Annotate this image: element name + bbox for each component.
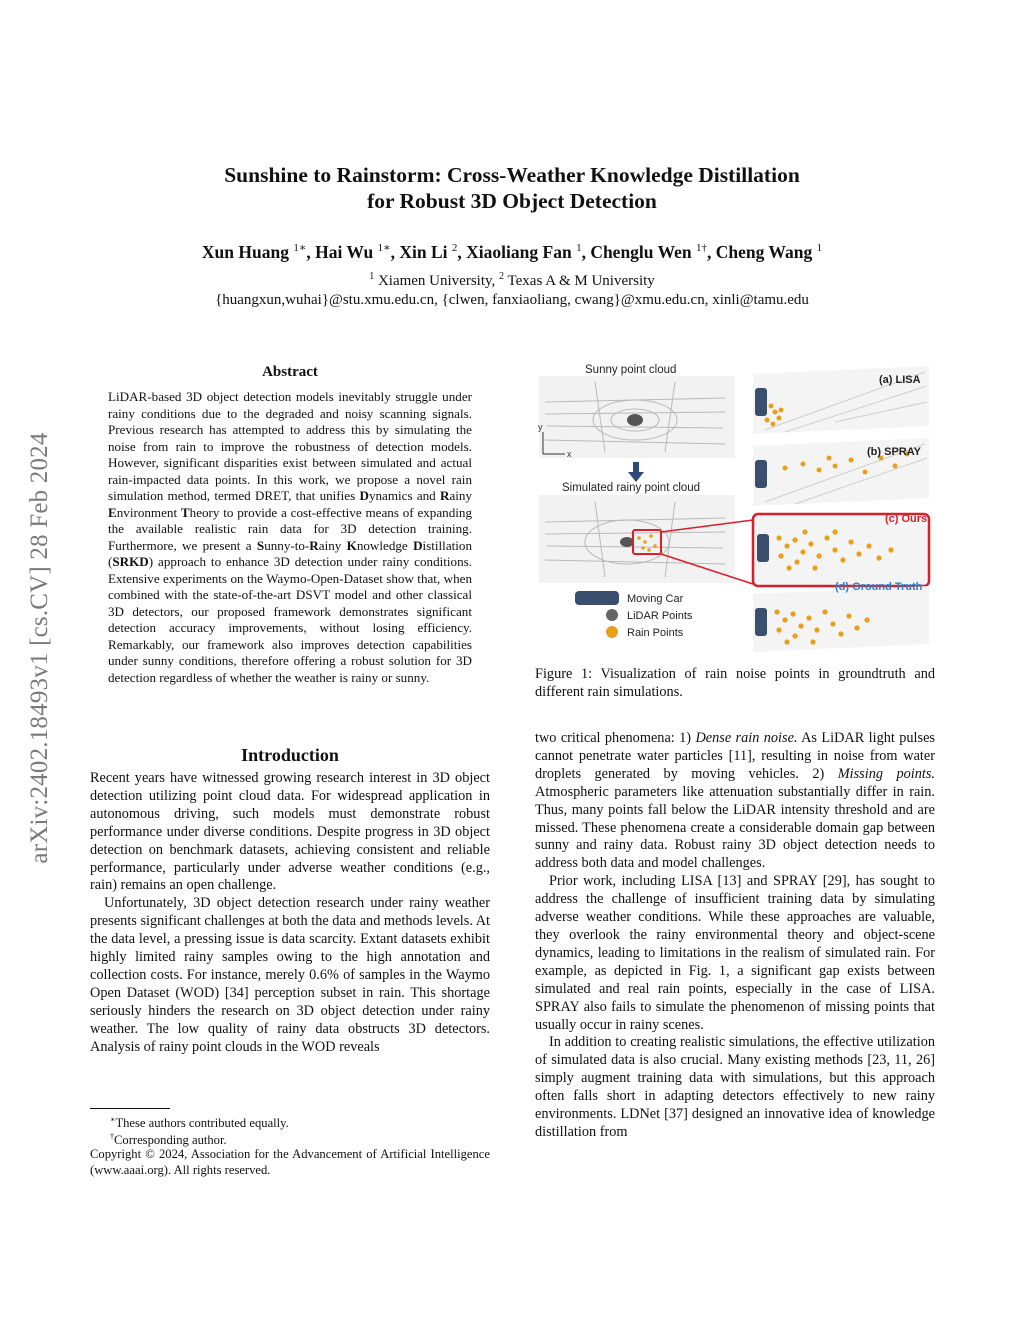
abstract-text: istillation (	[108, 537, 472, 569]
axis-y-label: y	[538, 422, 543, 432]
panel-c-label: (c) Ours	[885, 513, 928, 525]
emphasis-dense-rain-noise: Dense rain noise.	[695, 730, 798, 746]
author-name: Hai Wu	[315, 241, 374, 262]
intro-paragraph-2: Unfortunately, 3D object detection research under rainy weather presents significant challenges at both the data and methods levels. At the data level, a pressing issue is data scarcity. Extant datasets exhibit highly limited rainy samples owing to the high annotation and collection costs. For instance, merely 0.6% of samples in the Waymo Open Dataset (WOD) [34] perception subset in rain. This shortage seriously hinders the research on 3D object detection under rainy weather. The low quality of rainy data obstructs 3D detectors. Analysis of rainy point clouds in the WOD reveals	[90, 895, 490, 1055]
figure-1-graphic	[535, 362, 935, 652]
author-mark: 1∗	[377, 242, 391, 254]
down-arrow-icon	[628, 462, 644, 482]
paper-title-line-1: Sunshine to Rainstorm: Cross-Weather Knowledge Distillation	[224, 163, 800, 187]
affiliation-2: Texas A & M University	[504, 273, 655, 289]
axis-x-label: x	[567, 449, 572, 459]
legend-lidar-swatch	[606, 609, 618, 621]
label-simulated-rainy-point-cloud: Simulated rainy point cloud	[562, 482, 701, 494]
simulated-point-cloud-panel	[539, 495, 735, 583]
abstract-text: unny-to-	[264, 537, 310, 553]
affil-mark: 1	[369, 271, 375, 282]
author-sep: ,	[581, 241, 591, 262]
body-text: As LiDAR light pulses cannot penetrate water particles [11], resulting in noise from water droplets generated by moving vehicles. 2)	[535, 730, 935, 782]
author-sep: ,	[707, 241, 716, 262]
abstract-heading: Abstract	[262, 364, 318, 380]
legend-rain-points: Rain Points	[627, 627, 684, 639]
author-mark: 1	[816, 242, 823, 254]
affiliation-line	[90, 267, 934, 291]
footnote-rule	[90, 1108, 170, 1109]
abstract-text: LiDAR-based 3D object detection models inevitably struggle under rainy conditions due to the degraded and noisy scanning signals. Previous research has attempted to address this by simulating the noise from rain to improve the robustness of detection models. However, significant disparities exist between simulated and actual rain-impacted data points. In this work, we propose a novel rain simulation method, termed DRET, that unifies	[108, 389, 472, 503]
panel-d-ground-truth	[753, 586, 929, 652]
label-sunny-point-cloud: Sunny point cloud	[585, 364, 677, 376]
author-mark: 1†	[696, 242, 707, 254]
simulated-ego-vehicle	[620, 537, 634, 547]
acronym-letter: S	[256, 537, 265, 553]
abstract-text: ainy	[318, 537, 347, 553]
affiliation-1: Xiamen University,	[374, 273, 500, 289]
abstract-text: ) approach to enhance 3D detection under rainy conditions. Extensive experiments on the Waymo-Open-Dataset show that, when combined with the state-of-the-art DSVT model and other classical 3D detectors, our proposed framework demonstrates significant detection accuracy improvements, without losing efficiency. Remarkably, our framework also improves detection capabilities under sunny conditions, therefore offering a robust solution for 3D detection regardless of whether the weather is rainy or sunny.	[108, 554, 472, 685]
acronym-letter: T	[180, 504, 190, 520]
acronym-letter: R	[439, 488, 450, 503]
legend-moving-car: Moving Car	[627, 593, 684, 605]
footnote-text: Corresponding author.	[114, 1133, 227, 1148]
affiliations	[90, 267, 934, 310]
emphasis-missing-points: Missing points.	[837, 765, 935, 782]
footnote-mark: ∗	[110, 1115, 116, 1124]
legend-rain-swatch	[606, 626, 618, 638]
acronym-letter: D	[413, 537, 423, 553]
affil-mark: 2	[499, 271, 505, 282]
acronym-letter: D	[359, 488, 369, 503]
acronym-letter: E	[108, 504, 117, 520]
author-mark: 1∗	[293, 242, 307, 254]
body-text: two critical phenomena: 1)	[535, 730, 696, 746]
body-text: Atmospheric parameters like attenuation substantially differ in rain. Thus, many points fall below the LiDAR intensity threshold and are missed. These phenomena create a considerable domain gap between sunny and rainy data. Robust rainy 3D object detection needs to address both data and model challenges.	[535, 783, 935, 872]
introduction-heading: Introduction	[241, 745, 339, 765]
right-paragraph-1	[535, 730, 935, 873]
copyright-notice: Copyright © 2024, Association for the Advancement of Artificial Intelligence (www.aaai.org). All rights reserved.	[90, 1147, 490, 1177]
right-paragraph-3: In addition to creating realistic simulations, the effective utilization of simulated data is also crucial. Many existing methods [23, 11, 26] simply augment training data with simulations, but this approach often falls short in adapting detectors effectively to new rainy environments. LDNet [37] designed an innovative idea of knowledge distillation from	[535, 1034, 935, 1140]
abstract-text: nvironment	[116, 504, 181, 520]
paper-title	[140, 162, 884, 214]
author-name: Xin Li	[399, 241, 448, 262]
footnote-mark: †	[110, 1132, 114, 1141]
author-name: Cheng Wang	[715, 241, 813, 262]
figure-1-caption: Figure 1: Visualization of rain noise points in groundtruth and different rain simulations.	[535, 666, 935, 700]
sunny-ego-vehicle	[627, 414, 643, 426]
author-sep: ,	[457, 241, 467, 262]
legend-lidar-points: LiDAR Points	[627, 610, 693, 622]
right-paragraph-2: Prior work, including LISA [13] and SPRAY [29], has sought to address the challenge of insufficient training data by simulating adverse weather conditions. While these approaches are valuable, they overlook the rainy environmental theory and object-scene dynamics, leading to limitations in the realism of simulated rain. For example, as depicted in Fig. 1, a significant gap exists between simulated and real rain points, especially in the case of LISA. SPRAY also fails to simulate the phenomenon of missing points that usually occur in rainy scenes.	[535, 873, 935, 1033]
footnote-text: These authors contributed equally.	[115, 1116, 289, 1131]
acronym-letter: K	[346, 537, 357, 553]
author-sep: ,	[306, 241, 316, 262]
paper-title-line-2: for Robust 3D Object Detection	[367, 189, 657, 213]
author-sep: ,	[390, 241, 400, 262]
panel-a-label: (a) LISA	[879, 374, 921, 386]
right-column-body	[535, 730, 935, 1142]
abstract-body	[108, 389, 472, 686]
author-mark: 1	[576, 242, 582, 254]
legend-car-swatch	[575, 591, 619, 605]
author-mark: 2	[451, 242, 458, 254]
arxiv-stamp: arXiv:2402.18493v1 [cs.CV] 28 Feb 2024	[26, 432, 53, 864]
author-emails: {huangxun,wuhai}@stu.xmu.edu.cn, {clwen, fanxiaoliang, cwang}@xmu.edu.cn, xinli@tamu.edu	[215, 292, 809, 308]
abstract-text: heory to provide a cost-effective means of expanding the available realistic rain data for 3D detection training. Furthermore, we present a	[108, 504, 472, 553]
panel-d-label: (d) Ground Truth	[835, 581, 923, 593]
panel-b-label: (b) SPRAY	[867, 446, 921, 458]
author-name: Xiaoliang Fan	[466, 241, 572, 262]
figure-1	[535, 362, 935, 652]
abstract-text: ainy	[449, 488, 472, 503]
abstract-text: ynamics and	[368, 488, 440, 503]
author-name: Chenglu Wen	[590, 241, 692, 262]
acronym-srkd: SRKD	[112, 554, 149, 569]
introduction-body	[90, 770, 490, 1057]
author-name: Xun Huang	[201, 241, 289, 262]
abstract-text: nowledge	[356, 537, 414, 553]
acronym-letter: R	[309, 537, 319, 553]
author-list	[90, 236, 934, 264]
intro-paragraph-1: Recent years have witnessed growing research interest in 3D object detection utilizing point cloud data. For widespread application in autonomous driving, such models must demonstrate robust performance under diverse conditions. Despite progress in 3D object detection on benchmark datasets, achieving consistent and reliable performance, particularly under adverse weather conditions (e.g., rain) remains an open challenge.	[90, 770, 490, 894]
